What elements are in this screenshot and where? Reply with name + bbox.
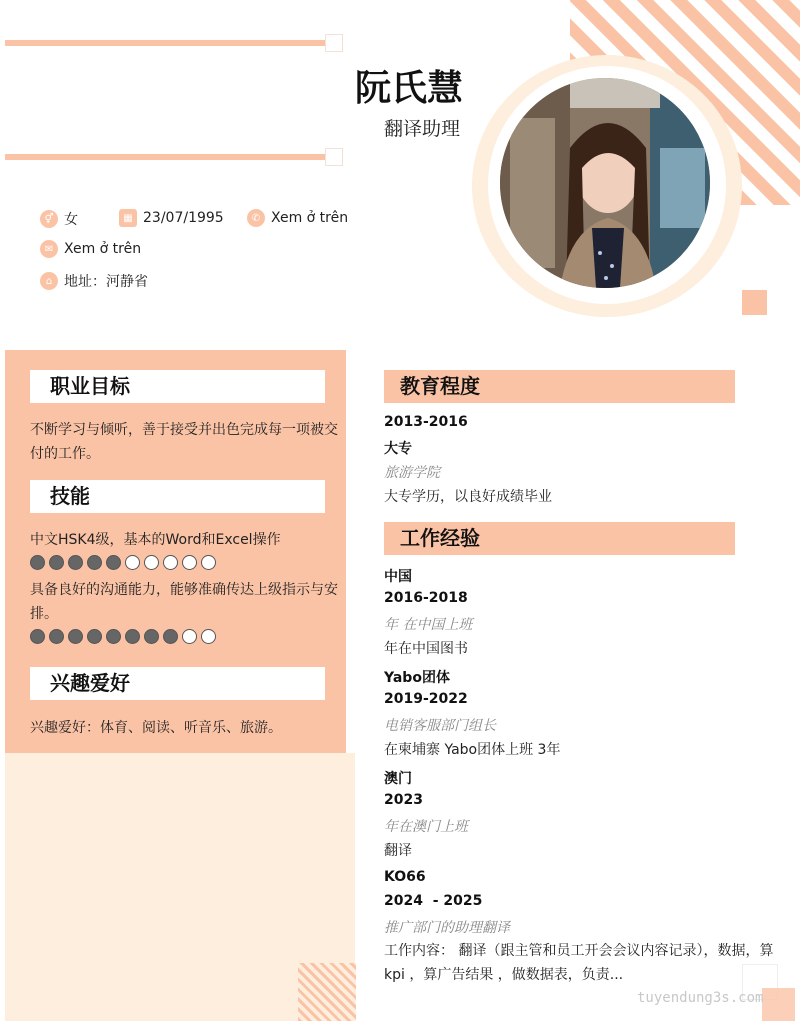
contact-address	[40, 271, 148, 291]
rating-dot-filled	[125, 629, 140, 644]
job-3-description: 翻译	[384, 843, 412, 859]
education-heading: 教育程度	[384, 370, 735, 403]
rating-dot-filled	[30, 555, 45, 570]
rating-dot-filled	[49, 555, 64, 570]
rating-dot-empty	[182, 555, 197, 570]
education-school: 旅游学院	[384, 465, 440, 481]
education-period: 2013-2016	[384, 414, 468, 430]
job-1-role: 年 在中国上班	[384, 617, 473, 633]
rating-dot-empty	[125, 555, 140, 570]
rating-dot-filled	[68, 555, 83, 570]
skills-heading: 技能	[30, 480, 325, 513]
decorative-bar-top	[5, 40, 325, 46]
decorative-bar-end-top	[325, 34, 343, 52]
job-4-description: 工作内容： 翻译（跟主管和员工开会会议内容记录），数据，算kpi ，算广告结果 ，做数据表，负责...	[384, 943, 774, 983]
watermark-square	[762, 988, 795, 1021]
experience-heading: 工作经验	[384, 522, 735, 555]
rating-dot-filled	[87, 629, 102, 644]
decorative-bar-end-bottom	[325, 148, 343, 166]
job-4-period: 2024 - 2025	[384, 893, 483, 909]
address-value: 地址：河静省	[64, 274, 148, 290]
contact-birthday	[119, 209, 224, 227]
job-2-role: 电销客服部门组长	[384, 718, 496, 734]
email-icon: ✉	[40, 240, 58, 258]
rating-dot-filled	[68, 629, 83, 644]
job-3-period: 2023	[384, 792, 423, 808]
job-1-description: 年在中国图书	[384, 641, 468, 657]
education-description: 大专学历，以良好成绩毕业	[384, 489, 552, 505]
hobbies-heading: 兴趣爱好	[30, 667, 325, 700]
job-4-role: 推广部门的助理翻译	[384, 920, 510, 936]
job-3-company: 澳门	[384, 771, 412, 787]
job-4-company: KO66	[384, 869, 426, 885]
phone-value: Xem ở trên	[271, 210, 349, 226]
skill-1-rating	[30, 555, 216, 570]
candidate-title: 翻译助理	[384, 118, 461, 140]
contact-gender	[40, 209, 78, 229]
rating-dot-filled	[106, 555, 121, 570]
rating-dot-filled	[49, 629, 64, 644]
decorative-square	[742, 290, 767, 315]
rating-dot-filled	[163, 629, 178, 644]
skill-2-rating	[30, 629, 216, 644]
rating-dot-filled	[144, 629, 159, 644]
decorative-stripes-bottom-left	[298, 963, 356, 1021]
rating-dot-filled	[106, 629, 121, 644]
job-3-role: 年在澳门上班	[384, 819, 468, 835]
rating-dot-filled	[30, 629, 45, 644]
job-2-period: 2019-2022	[384, 691, 468, 707]
candidate-name: 阮氏慧	[355, 68, 464, 109]
rating-dot-empty	[201, 555, 216, 570]
skill-2-label: 具备良好的沟通能力，能够准确传达上级指示与安排。	[30, 582, 338, 622]
gender-icon: ⚥	[40, 210, 58, 228]
home-icon: ⌂	[40, 272, 58, 290]
rating-dot-empty	[201, 629, 216, 644]
email-value: Xem ở trên	[64, 241, 142, 257]
calendar-icon: ▦	[119, 209, 137, 227]
job-2-company: Yabo团体	[384, 670, 450, 686]
objective-text: 不断学习与倾听，善于接受并出色完成每一项被交付的工作。	[30, 422, 338, 462]
birthday-value: 23/07/1995	[143, 210, 224, 226]
rating-dot-filled	[87, 555, 102, 570]
phone-icon: ✆	[247, 209, 265, 227]
decorative-bar-bottom	[5, 154, 325, 160]
job-1-company: 中国	[384, 569, 412, 585]
skill-1-label: 中文HSK4级，基本的Word和Excel操作	[30, 532, 281, 548]
contact-email	[40, 240, 141, 258]
gender-value: 女	[64, 212, 78, 228]
rating-dot-empty	[163, 555, 178, 570]
hobbies-text: 兴趣爱好：体育、阅读、听音乐、旅游。	[30, 720, 282, 736]
objective-heading: 职业目标	[30, 370, 325, 403]
education-degree: 大专	[384, 441, 412, 457]
job-1-period: 2016-2018	[384, 590, 468, 606]
profile-photo	[500, 78, 710, 288]
watermark: tuyendung3s.com	[637, 990, 764, 1006]
rating-dot-empty	[182, 629, 197, 644]
job-2-description: 在柬埔寨 Yabo团体上班 3年	[384, 742, 561, 758]
contact-phone	[247, 209, 348, 227]
rating-dot-empty	[144, 555, 159, 570]
